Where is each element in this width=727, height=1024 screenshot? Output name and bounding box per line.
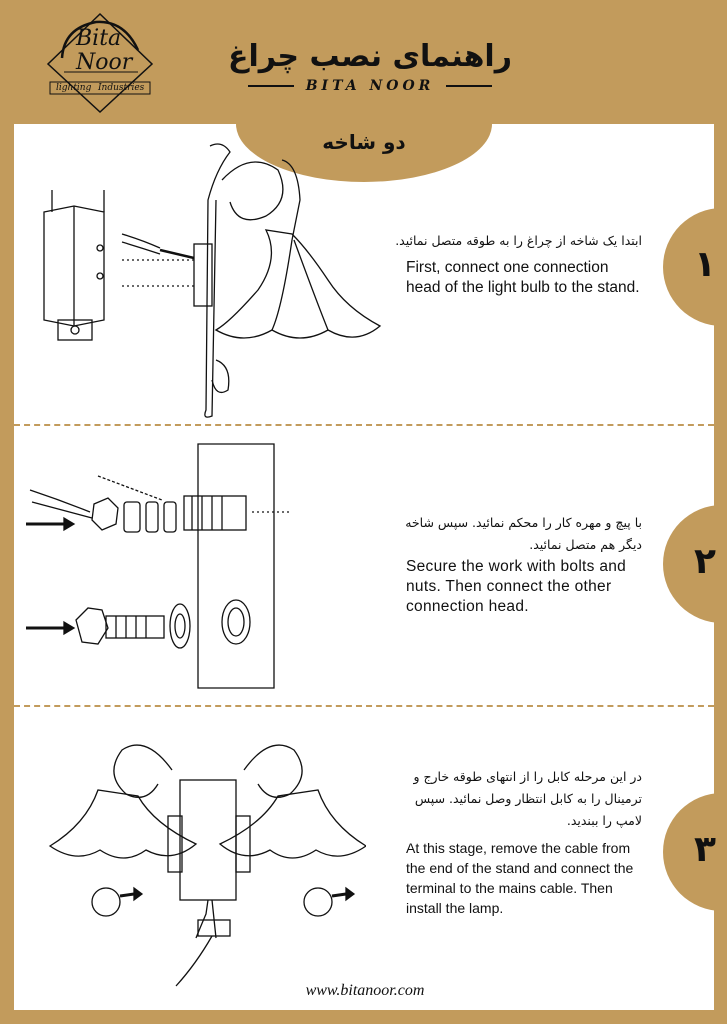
brand-rule-right — [446, 85, 492, 87]
step-2-number: ۲ — [694, 541, 716, 582]
step-1-illustration — [30, 140, 390, 420]
step-1-text-fa: ابتدا یک شاخه از چراغ را به طوقه متصل نمائید. — [395, 233, 642, 248]
logo-word-bita: Bita — [76, 26, 122, 51]
brand-row — [220, 78, 520, 94]
logo-tagline-left: lighting — [56, 83, 92, 93]
step-1-number: ۱ — [694, 244, 716, 285]
step-2-illustration — [20, 440, 290, 700]
website-url[interactable]: www.bitanoor.com — [305, 982, 425, 999]
step-2-text-fa: با پیچ و مهره کار را محکم نمائید. سپس شاخه دیگر هم متصل نمائید. — [405, 515, 642, 552]
step-3-number: ۳ — [694, 829, 716, 870]
brand-name: BITA NOOR — [305, 78, 435, 94]
divider-2 — [14, 705, 714, 707]
step-3-text-en: At this stage, remove the cable from the end of the stand and connect the terminal to the mains cable. Then install the lamp. — [406, 840, 634, 916]
brand-rule-left — [248, 85, 294, 87]
section-tab-label: دو شاخه — [322, 130, 406, 154]
header — [220, 38, 520, 94]
step-3-text-fa: در این مرحله کابل را از انتهای طوقه خارج و ترمینال را به کابل انتظار وصل نمائید. سپس لامپ را ببندید. — [413, 769, 642, 828]
divider-1 — [14, 424, 714, 426]
step-1-text-en: First, connect one connection head of the light bulb to the stand. — [406, 259, 640, 296]
logo-tagline-right: Industries — [98, 83, 145, 93]
step-2-text-en: Secure the work with bolts and nuts. Then connect the other connection head. — [406, 558, 627, 615]
step-3-illustration — [46, 724, 366, 994]
logo-word-noor: Noor — [76, 50, 133, 75]
page-title: راهنمای نصب چراغ — [227, 39, 512, 74]
